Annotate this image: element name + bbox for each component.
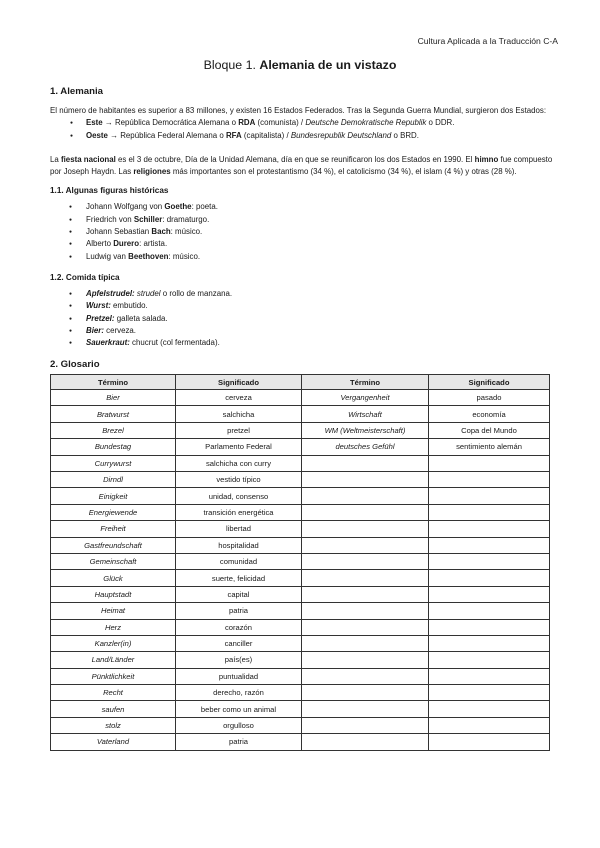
glossary-body: [51, 390, 550, 751]
glossary-meaning-cell: [429, 553, 550, 569]
figure-name: Ludwig van: [86, 251, 129, 261]
table-row: [51, 521, 550, 537]
glossary-term-cell: [302, 488, 429, 504]
food-text: embutido.: [110, 301, 148, 311]
food-text: chucrut (col fermentada).: [129, 338, 220, 348]
table-row: [51, 701, 550, 717]
glossary-meaning-cell: suerte, felicidad: [176, 570, 302, 586]
glossary-meaning-cell: [429, 701, 550, 717]
text-bold: religiones: [133, 167, 171, 177]
section-1-heading: 1. Alemania: [50, 86, 103, 97]
glossary-header-row: [51, 375, 550, 390]
glossary-term-cell: [302, 635, 429, 651]
glossary-term-cell: Herz: [51, 619, 176, 635]
text-run: más importantes son el protestantismo (34 %), el catolicismo (34 %), el islam (4 %) y otras (28 %).: [170, 167, 517, 177]
glossary-meaning-cell: [429, 734, 550, 750]
state-german-name: Deutsche Demokratische Republik: [305, 118, 427, 128]
glossary-term-cell: Vergangenheit: [302, 390, 429, 406]
column-header-meaning: Significado: [429, 375, 550, 390]
document-body: [50, 86, 558, 751]
glossary-meaning-cell: corazón: [176, 619, 302, 635]
glossary-meaning-cell: Parlamento Federal: [176, 439, 302, 455]
title-prefix: Bloque 1.: [203, 58, 256, 72]
figure-surname: Goethe: [164, 202, 192, 212]
glossary-term-cell: stolz: [51, 717, 176, 733]
figure-surname: Durero: [113, 239, 140, 249]
text-run: La: [50, 154, 61, 164]
table-row: [51, 734, 550, 750]
list-item: [50, 226, 558, 238]
glossary-term-cell: Bier: [51, 390, 176, 406]
table-row: [51, 472, 550, 488]
glossary-term-cell: Freiheit: [51, 521, 176, 537]
food-text: galleta salada.: [114, 313, 168, 323]
glossary-term-cell: WM (Weltmeisterschaft): [302, 422, 429, 438]
glossary-term-cell: [302, 504, 429, 520]
table-row: [51, 455, 550, 471]
glossary-term-cell: [302, 701, 429, 717]
glossary-meaning-cell: [429, 504, 550, 520]
glossary-term-cell: Recht: [51, 685, 176, 701]
glossary-meaning-cell: patria: [176, 734, 302, 750]
table-row: [51, 570, 550, 586]
glossary-meaning-cell: canciller: [176, 635, 302, 651]
glossary-meaning-cell: unidad, consenso: [176, 488, 302, 504]
figure-name: Alberto: [86, 239, 114, 249]
figure-role: : poeta.: [191, 202, 218, 212]
glossary-meaning-cell: [429, 652, 550, 668]
glossary-term-cell: saufen: [51, 701, 176, 717]
glossary-term-cell: [302, 553, 429, 569]
glossary-meaning-cell: Copa del Mundo: [429, 422, 550, 438]
glossary-meaning-cell: [429, 619, 550, 635]
list-item: [50, 325, 558, 337]
table-row: [51, 619, 550, 635]
figure-name: Johann Wolfgang von: [86, 202, 165, 212]
food-term: Bier:: [86, 325, 104, 335]
state-label: Oeste: [86, 130, 108, 140]
document-title: [0, 58, 600, 72]
glossary-meaning-cell: salchicha: [176, 406, 302, 422]
glossary-meaning-cell: [429, 472, 550, 488]
glossary-meaning-cell: [429, 635, 550, 651]
list-item: [50, 117, 558, 129]
glossary-meaning-cell: [429, 455, 550, 471]
glossary-term-cell: Bratwurst: [51, 406, 176, 422]
list-item: [50, 238, 558, 250]
food-term: Pretzel:: [86, 313, 115, 323]
glossary-table: [50, 374, 550, 750]
table-row: [51, 553, 550, 569]
table-row: [51, 390, 550, 406]
food-list: [50, 288, 558, 349]
glossary-meaning-cell: [429, 668, 550, 684]
glossary-term-cell: [302, 537, 429, 553]
table-row: [51, 504, 550, 520]
list-item: [50, 201, 558, 213]
state-german-name: Bundesrepublik Deutschland: [290, 130, 392, 140]
glossary-term-cell: [302, 521, 429, 537]
glossary-term-cell: Currywurst: [51, 455, 176, 471]
glossary-meaning-cell: comunidad: [176, 553, 302, 569]
glossary-term-cell: Brezel: [51, 422, 176, 438]
section-1-2-heading: 1.2. Comida típica: [50, 272, 120, 282]
glossary-term-cell: [302, 668, 429, 684]
glossary-term-cell: [302, 619, 429, 635]
glossary-meaning-cell: orgulloso: [176, 717, 302, 733]
text-bold: himno: [474, 154, 499, 164]
figure-role: : dramaturgo.: [162, 214, 210, 224]
glossary-meaning-cell: [429, 685, 550, 701]
state-text: (capitalista) /: [241, 130, 291, 140]
glossary-meaning-cell: derecho, razón: [176, 685, 302, 701]
figures-list: [50, 201, 558, 262]
section-2-heading: 2. Glosario: [50, 359, 100, 371]
glossary-meaning-cell: pasado: [429, 390, 550, 406]
food-text-italic: strudel: [136, 288, 161, 298]
table-row: [51, 422, 550, 438]
table-row: [51, 685, 550, 701]
food-term: Wurst:: [86, 301, 111, 311]
table-row: [51, 717, 550, 733]
column-header-term: Término: [302, 375, 429, 390]
table-row: [51, 586, 550, 602]
column-header-meaning: Significado: [176, 375, 302, 390]
glossary-meaning-cell: [429, 586, 550, 602]
glossary-meaning-cell: [429, 521, 550, 537]
state-text: (comunista) /: [255, 118, 306, 128]
glossary-term-cell: [302, 652, 429, 668]
glossary-term-cell: Pünktlichkeit: [51, 668, 176, 684]
glossary-term-cell: Vaterland: [51, 734, 176, 750]
glossary-meaning-cell: pretzel: [176, 422, 302, 438]
table-row: [51, 439, 550, 455]
states-list: [50, 117, 558, 142]
table-row: [51, 652, 550, 668]
glossary-meaning-cell: beber como un animal: [176, 701, 302, 717]
glossary-term-cell: Gastfreundschaft: [51, 537, 176, 553]
table-row: [51, 406, 550, 422]
glossary-term-cell: [302, 717, 429, 733]
state-text: o DDR.: [426, 118, 455, 128]
glossary-meaning-cell: puntualidad: [176, 668, 302, 684]
figure-name: Johann Sebastian: [86, 227, 152, 237]
figure-role: : músico.: [168, 251, 201, 261]
glossary-meaning-cell: transición energética: [176, 504, 302, 520]
section-1-1-heading: 1.1. Algunas figuras históricas: [50, 186, 169, 196]
glossary-term-cell: Land/Länder: [51, 652, 176, 668]
state-label: Este: [86, 118, 103, 128]
list-item: [50, 313, 558, 325]
glossary-term-cell: [302, 685, 429, 701]
glossary-meaning-cell: [429, 488, 550, 504]
glossary-term-cell: [302, 455, 429, 471]
food-text: cerveza.: [103, 325, 136, 335]
state-abbr: RDA: [238, 118, 256, 128]
glossary-term-cell: [302, 586, 429, 602]
glossary-meaning-cell: [429, 570, 550, 586]
glossary-meaning-cell: libertad: [176, 521, 302, 537]
page-header: Cultura Aplicada a la Traducción C-A: [417, 36, 558, 46]
glossary-term-cell: Gemeinschaft: [51, 553, 176, 569]
glossary-meaning-cell: economía: [429, 406, 550, 422]
table-row: [51, 668, 550, 684]
figure-surname: Beethoven: [128, 251, 169, 261]
figure-surname: Schiller: [133, 214, 163, 224]
glossary-meaning-cell: país(es): [176, 652, 302, 668]
section-1-paragraph-2: [50, 154, 558, 179]
figure-name: Friedrich von: [86, 214, 134, 224]
glossary-meaning-cell: sentimiento alemán: [429, 439, 550, 455]
table-row: [51, 537, 550, 553]
list-item: [50, 130, 558, 142]
glossary-meaning-cell: [429, 603, 550, 619]
glossary-term-cell: [302, 734, 429, 750]
glossary-term-cell: [302, 472, 429, 488]
list-item: [50, 251, 558, 263]
list-item: [50, 288, 558, 300]
state-text: → República Democrática Alemana o: [102, 118, 239, 128]
list-item: [50, 300, 558, 312]
glossary-term-cell: Einigkeit: [51, 488, 176, 504]
state-abbr: RFA: [225, 130, 242, 140]
table-row: [51, 488, 550, 504]
glossary-meaning-cell: capital: [176, 586, 302, 602]
glossary-term-cell: Kanzler(in): [51, 635, 176, 651]
glossary-meaning-cell: salchicha con curry: [176, 455, 302, 471]
text-run: fue compuesto por Joseph Haydn. Las: [50, 154, 553, 177]
figure-surname: Bach: [151, 227, 171, 237]
glossary-meaning-cell: patria: [176, 603, 302, 619]
glossary-term-cell: Energiewende: [51, 504, 176, 520]
glossary-meaning-cell: cerveza: [176, 390, 302, 406]
food-text: o rollo de manzana.: [160, 288, 233, 298]
glossary-term-cell: Dirndl: [51, 472, 176, 488]
title-main: Alemania de un vistazo: [259, 58, 397, 72]
text-run: es el 3 de octubre, Día de la Unidad Alemana, día en que se reunificaron los dos Estados en 1990. El: [115, 154, 475, 164]
glossary-term-cell: [302, 570, 429, 586]
glossary-term-cell: Heimat: [51, 603, 176, 619]
column-header-term: Término: [51, 375, 176, 390]
glossary-meaning-cell: [429, 537, 550, 553]
glossary-term-cell: Glück: [51, 570, 176, 586]
table-row: [51, 635, 550, 651]
glossary-term-cell: Bundestag: [51, 439, 176, 455]
glossary-term-cell: deutsches Gefühl: [302, 439, 429, 455]
text-bold: fiesta nacional: [60, 154, 116, 164]
table-row: [51, 603, 550, 619]
glossary-meaning-cell: [429, 717, 550, 733]
section-1-intro: El número de habitantes es superior a 83 millones, y existen 16 Estados Federados. Tras la Segunda Guerra Mundial, surgieron dos Estados:: [50, 106, 547, 115]
glossary-meaning-cell: hospitalidad: [176, 537, 302, 553]
figure-role: : músico.: [170, 227, 203, 237]
list-item: [50, 214, 558, 226]
food-term: Sauerkraut:: [86, 338, 130, 348]
food-term: Apfelstrudel:: [86, 288, 135, 298]
glossary-meaning-cell: vestido típico: [176, 472, 302, 488]
list-item: [50, 337, 558, 349]
glossary-term-cell: Hauptstadt: [51, 586, 176, 602]
glossary-term-cell: Wirtschaft: [302, 406, 429, 422]
glossary-term-cell: [302, 603, 429, 619]
state-text: o BRD.: [391, 130, 419, 140]
state-text: → República Federal Alemana o: [107, 130, 226, 140]
figure-role: : artista.: [139, 239, 168, 249]
